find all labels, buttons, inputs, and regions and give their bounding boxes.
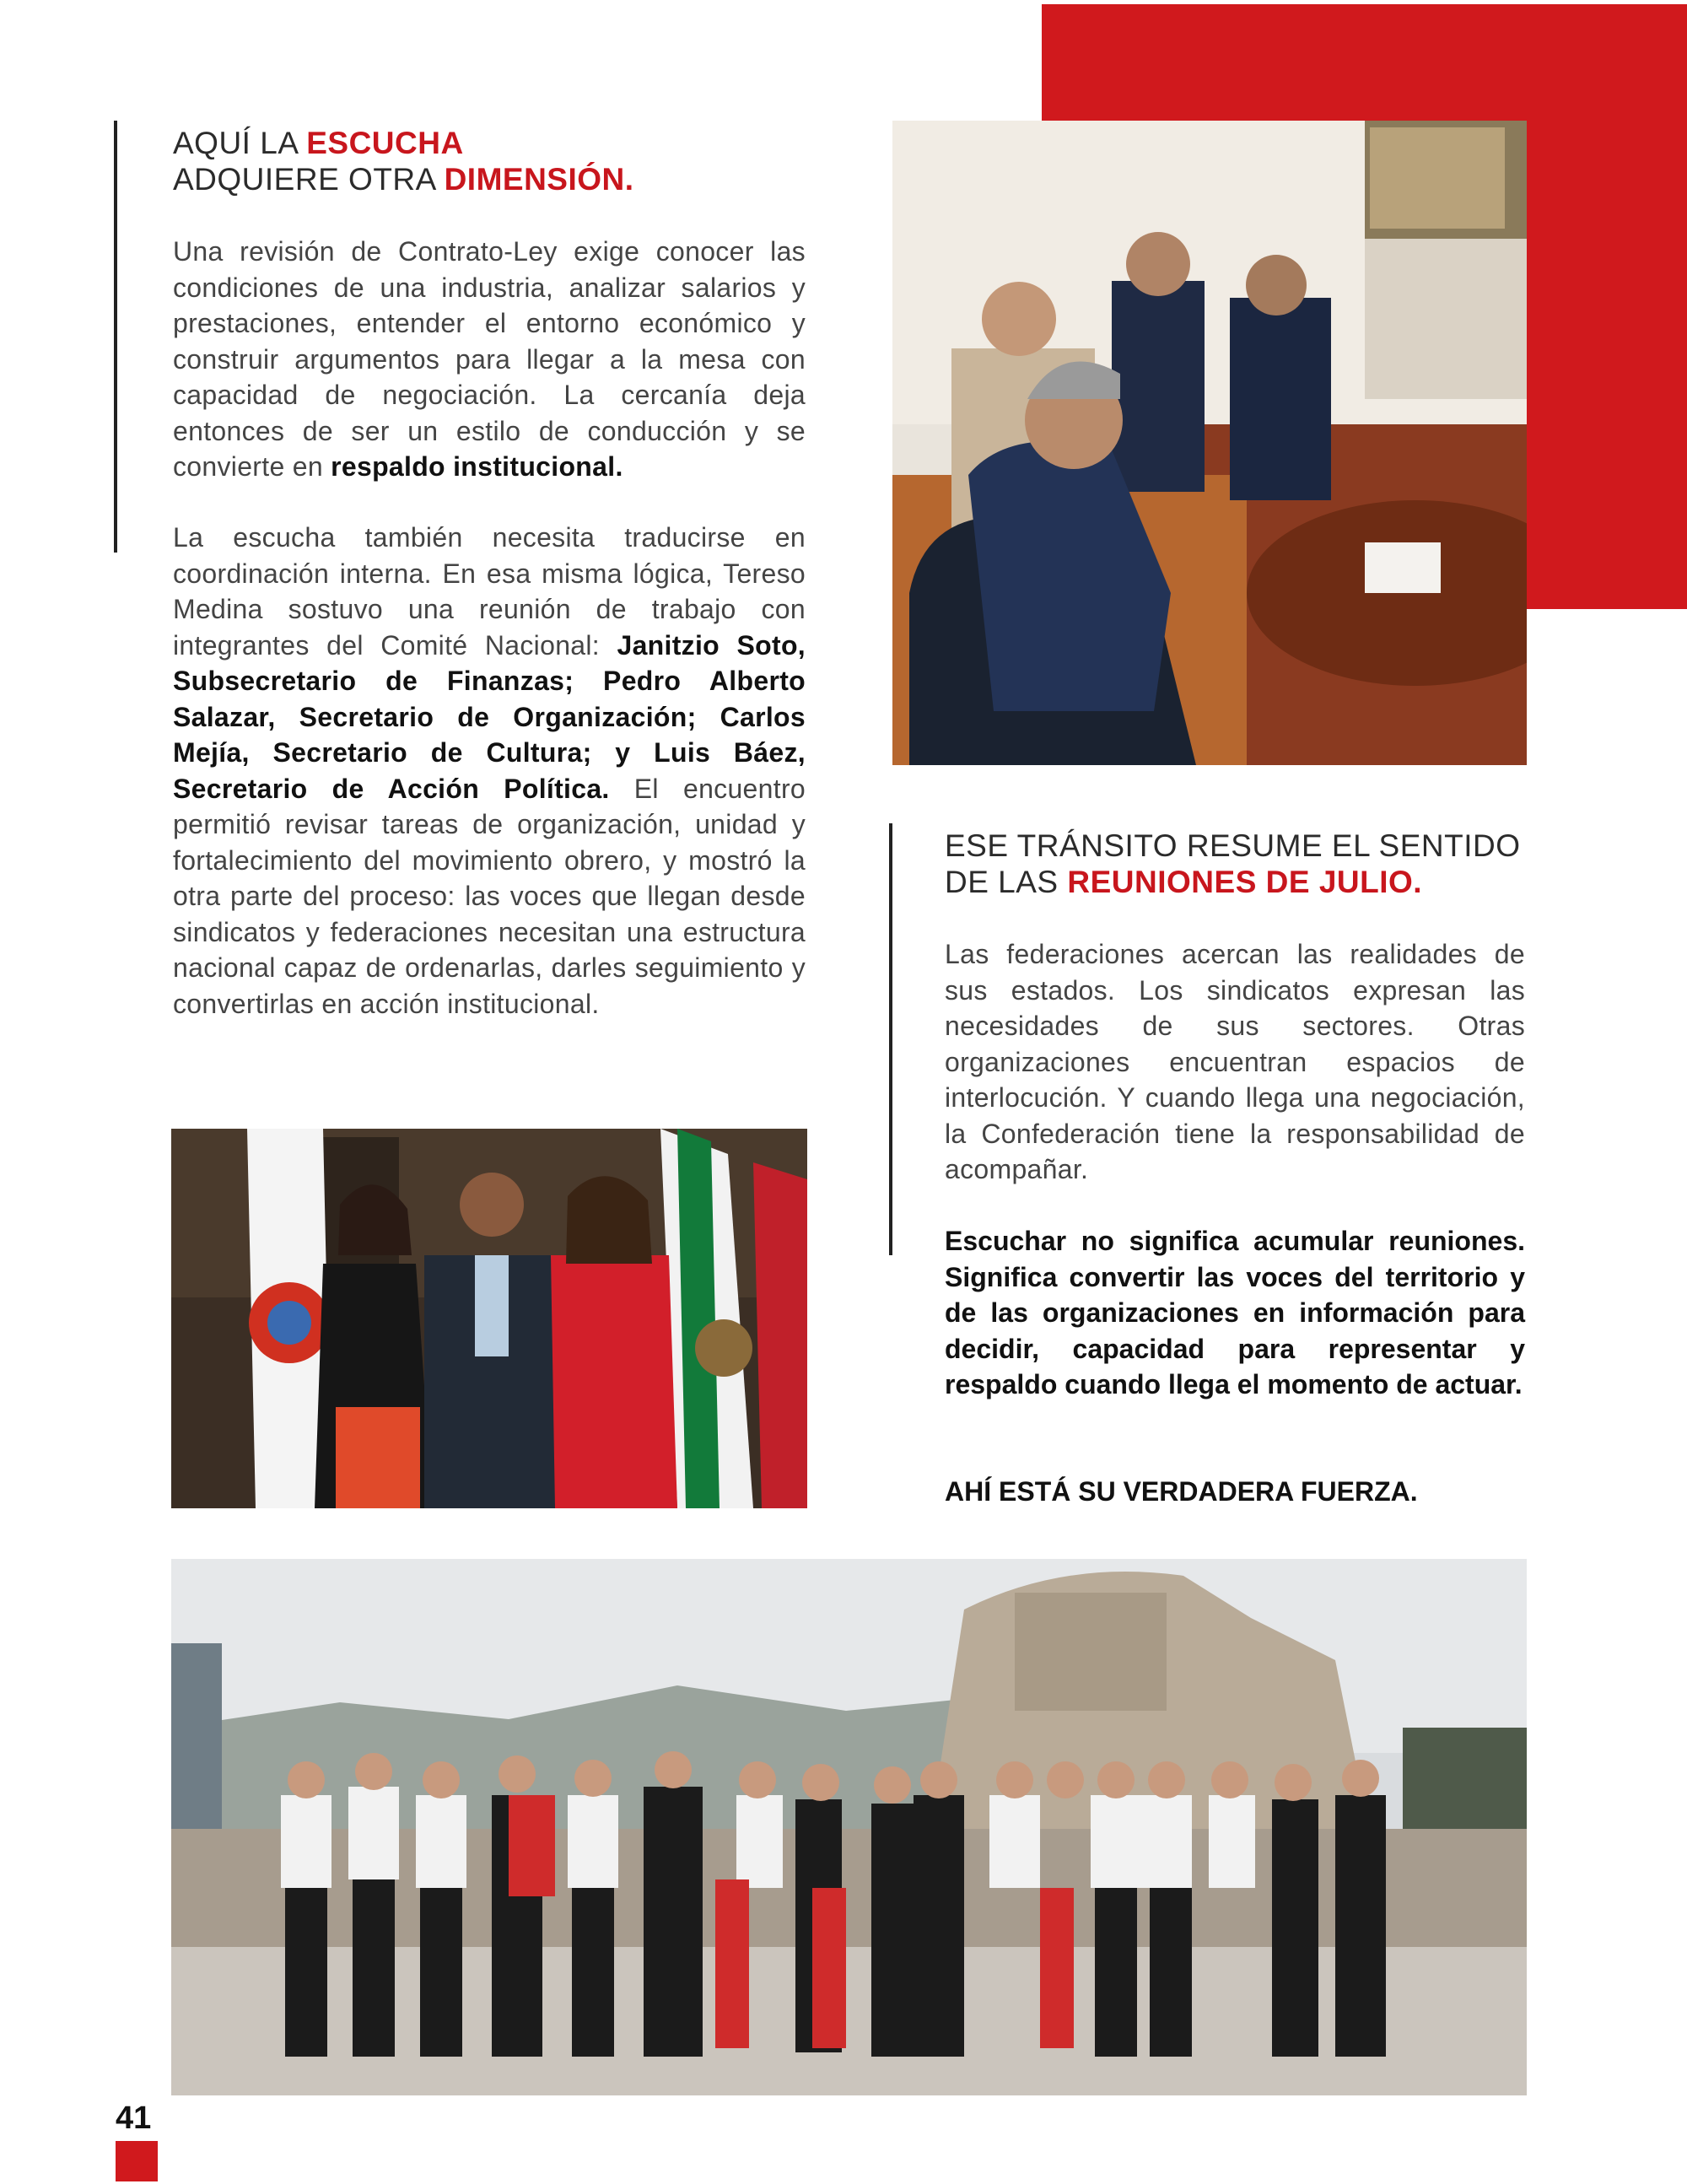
section1-paragraph-1 [173,234,806,485]
heading-text: AQUÍ LA [173,126,307,160]
heading-accent: ESCUCHA [306,126,464,160]
paragraph-text: La escucha también necesita traducirse en coordinación interna. En esa misma lógica, Tereso Medina sostuvo una reunión de trabajo con integrantes del Comité Nacional: [173,522,806,661]
section2-heading [945,828,1535,900]
page-number: 41 [116,2100,152,2136]
page-marker-square [116,2141,158,2181]
section1-rule [114,121,117,553]
meeting-photo [892,121,1527,765]
heading-text: ADQUIERE OTRA [173,162,445,197]
paragraph-bold: Janitzio Soto, Subsecretario de Finanzas; Pedro Alberto Salazar, Secretario de Organización; Carlos Mejía, Secretario de Cultura; y Luis Báez, Secretario de Acción Política. [173,629,806,804]
heading-accent: DIMENSIÓN. [444,162,634,197]
heading-accent: REUNIONES DE JULIO. [1067,865,1423,899]
section2-paragraph-1: Las federaciones acercan las realidades de sus estados. Los sindicatos expresan las necesidades de sus sectores. Otras organizaciones encuentran espacios de interlocución. Y cuando llega una negociación, la Confederación tiene la responsabilidad de acompañar. [945,939,1525,1184]
section1-heading [173,125,848,197]
section1-paragraph-2 [173,520,806,1022]
section2-paragraph-2: Escuchar no significa acumular reuniones. Significa convertir las voces del territorio y de las organizaciones en información para decidir, capacidad para representar y respaldo cuando llega el momento de actuar. [945,1226,1525,1399]
large-group-photo [171,1559,1527,2095]
paragraph-text: El encuentro permitió revisar tareas de organización, unidad y fortalecimiento del movimiento obrero, y mostró la otra parte del proceso: las voces que llegan desde sindicatos y federaciones necesitan una estructura nacional capaz de ordenarlas, darles seguimiento y convertirlas en acción institucional. [173,773,806,1019]
paragraph-bold: respaldo institucional. [331,451,623,482]
heading-text: ESE TRÁNSITO RESUME EL SENTIDO [945,828,1521,863]
group-flags-photo [171,1129,807,1508]
paragraph-text: Una revisión de Contrato-Ley exige conocer las condiciones de una industria, analizar salarios y prestaciones, entender el entorno económico y construir argumentos para llegar a la mesa con capacidad de negociación. La cercanía deja entonces de ser un estilo de conducción y se convierte en [173,236,806,482]
section2-closing-statement: AHÍ ESTÁ SU VERDADERA FUERZA. [945,1476,1418,1507]
section2-rule [889,823,892,1255]
heading-text: DE LAS [945,865,1068,899]
